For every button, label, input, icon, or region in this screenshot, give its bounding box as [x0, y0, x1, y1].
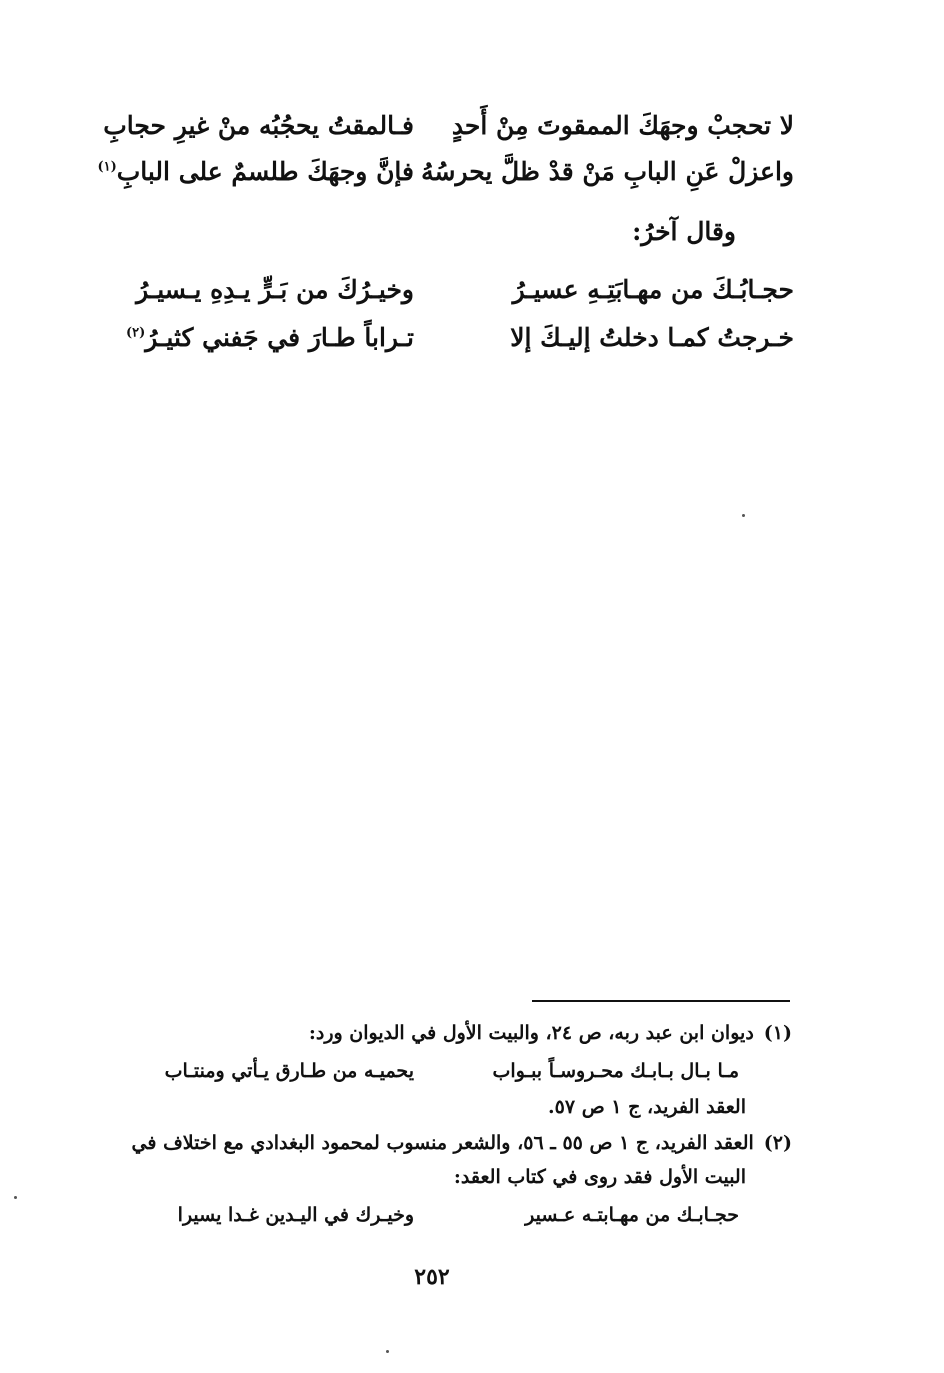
poem1-verse-1-second-hemistich	[103, 106, 414, 146]
poem2-verse-2	[0, 318, 944, 358]
footnote-1-line-1	[309, 1018, 792, 1048]
footnote-marker-1: (١)	[97, 159, 117, 175]
poem2-verse-2-first-hemistich: خـرجتُ كمـا دخلتُ إليـكَ إلا	[510, 323, 794, 352]
scan-speck	[14, 1196, 17, 1199]
poem1-verse-2	[0, 152, 944, 192]
poem2-verse-1-first-hemistich: حجـابُـكَ من مهـابَتِـهِ عسيـرُ	[512, 275, 794, 304]
footnote-1-verse-second: يحميـه من طـارق يـأتي ومنتـاب	[164, 1060, 414, 1082]
footnote-2-verse-second: وخيـرك في اليـدين غـدا يسيرا	[177, 1204, 414, 1226]
poem2-verse-1-second-hemistich	[136, 270, 414, 310]
poem1-verse-2-second-hemistich	[97, 152, 414, 192]
footnote-1-verse	[0, 1056, 944, 1086]
footnote-2-verse-first: حجـابـك من مهـابتـه عـسير	[525, 1204, 739, 1226]
poem2-intro: وقال آخرُ:	[632, 217, 736, 246]
footnote-separator	[532, 1000, 790, 1002]
poem2-verse-1	[0, 270, 944, 310]
poem2-verse-2-second-text: تـراباً طـارَ في جَفني كثيـرُ	[145, 323, 414, 352]
footnote-2-line-2: البيت الأول فقد روى في كتاب العقد:	[453, 1166, 746, 1188]
footnote-2-verse	[0, 1200, 944, 1230]
scan-speck	[386, 1350, 389, 1353]
poem1-verse-1-first-hemistich: لا تحجبْ وجهَكَ الممقوتَ مِنْ أَحدٍ	[451, 111, 794, 140]
footnote-1-number: (١)	[763, 1022, 792, 1044]
poem1-verse-2-second-text: فإنَّ وجهَكَ طلسمٌ على البابِ	[116, 157, 414, 186]
poem1-verse-1	[0, 106, 944, 146]
footnote-1-verse-first: مـا بـال بـابـك محـروسـاً ببـواب	[492, 1060, 739, 1082]
page-number: ٢٥٢	[414, 1264, 450, 1290]
footnote-marker-2: (٢)	[126, 325, 146, 341]
scan-speck	[742, 514, 745, 517]
footnote-2-number: (٢)	[763, 1132, 792, 1154]
poem1-verse-1-second-text: فـالمقتُ يحجُبُه منْ غيرِ حجابِ	[103, 111, 414, 140]
footnote-2-text: العقد الفريد، ج ١ ص ٥٥ ـ ٥٦، والشعر منسوب لمحمود البغدادي مع اختلاف في	[131, 1132, 754, 1154]
footnote-1-source: العقد الفريد، ج ١ ص ٥٧.	[548, 1096, 746, 1118]
poem1-verse-2-first-hemistich: واعزلْ عَنِ البابِ مَنْ قدْ ظلَّ يحرسُهُ	[421, 157, 794, 186]
footnote-1-text: ديوان ابن عبد ربه، ص ٢٤، والبيت الأول في الديوان ورد:	[308, 1022, 754, 1044]
poem2-verse-1-second-text: وخيـرُكَ من بَـرٍّ يـدِهِ يـسيـرُ	[136, 275, 414, 304]
poem2-verse-2-second-hemistich	[126, 318, 414, 358]
footnote-2-line-1	[132, 1128, 792, 1158]
